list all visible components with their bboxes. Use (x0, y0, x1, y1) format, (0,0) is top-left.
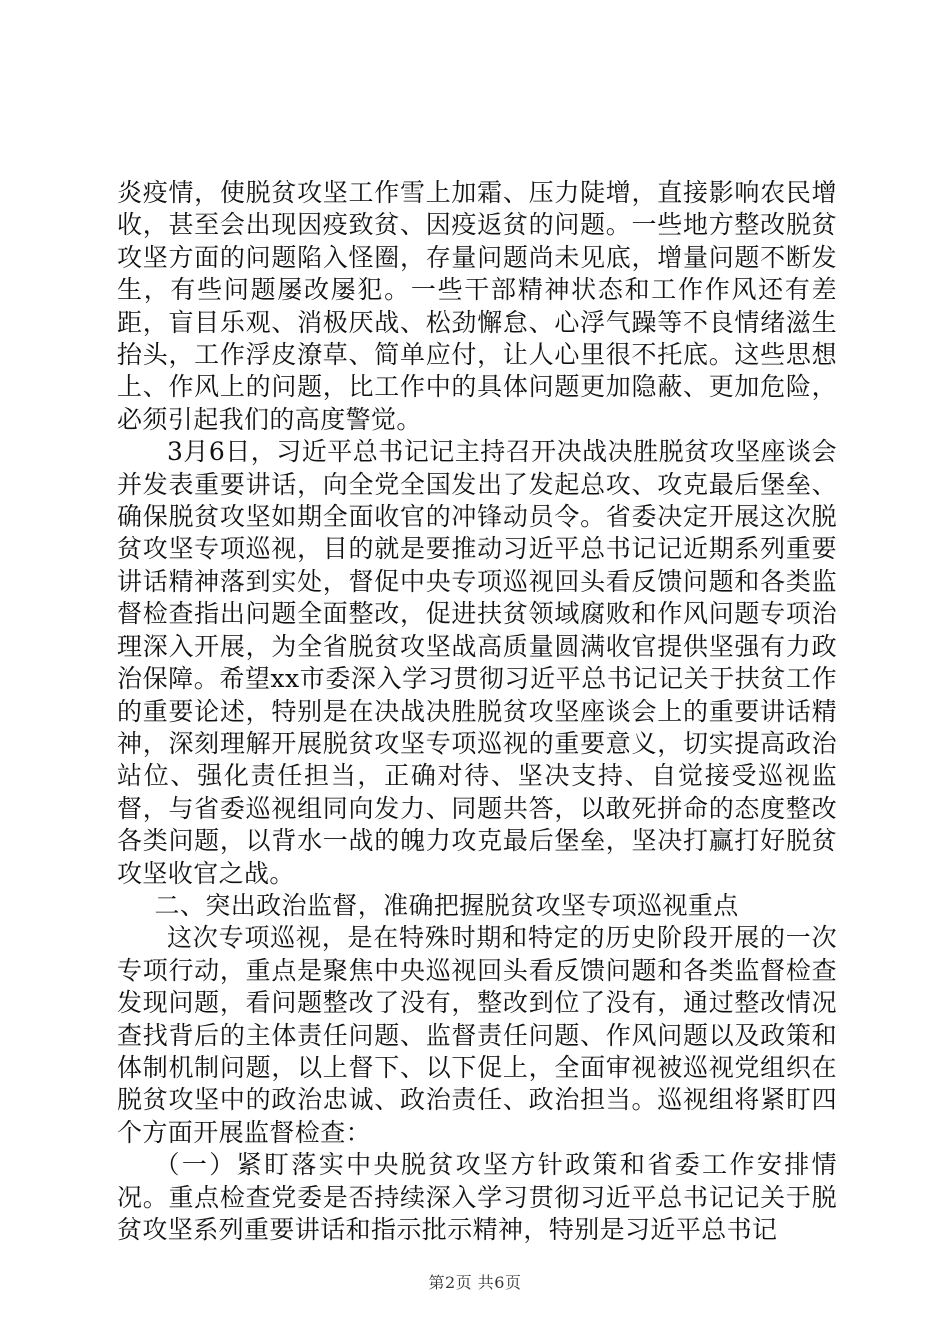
paragraph-speech: 3月6日，习近平总书记记主持召开决战决胜脱贫攻坚座谈会并发表重要讲话，向全党全国发出了发起总攻、攻克最后堡垒、确保脱贫攻坚如期全面收官的冲锋动员令。省委决定开展这次脱贫攻坚专项巡视，目的就是要推动习近平总书记记近期系列重要讲话精神落到实处，督促中央专项巡视回头看反馈问题和各类监督检查指出问题全面整改，促进扶贫领域腐败和作风问题专项治理深入开展，为全省脱贫攻坚战高质量圆满收官提供坚强有力政治保障。希望xx市委深入学习贯彻习近平总书记记关于扶贫工作的重要论述，特别是在决战决胜脱贫攻坚座谈会上的重要讲话精神，深刻理解开展脱贫攻坚专项巡视的重要意义，切实提高政治站位、强化责任担当，正确对待、坚决支持、自觉接受巡视监督，与省委巡视组同向发力、同题共答，以敢死拼命的态度整改各类问题，以背水一战的魄力攻克最后堡垒，坚决打赢打好脱贫攻坚收官之战。 (117, 437, 837, 888)
paragraph-item-one: （一）紧盯落实中央脱贫攻坚方针政策和省委工作安排情况。重点检查党委是否持续深入学习贯彻习近平总书记记关于脱贫攻坚系列重要讲话和指示批示精神，特别是习近平总书记 (117, 1150, 837, 1244)
paragraph-continuation: 炎疫情，使脱贫攻坚工作雪上加霜、压力陡增，直接影响农民增收，甚至会出现因疫致贫、因疫返贫的问题。一些地方整改脱贫攻坚方面的问题陷入怪圈，存量问题尚未见底，增量问题不断发生，有些问题屡改屡犯。一些干部精神状态和工作作风还有差距，盲目乐观、消极厌战、松劲懈怠、心浮气躁等不良情绪滋生抬头，工作浮皮潦草、简单应付，让人心里很不托底。这些思想上、作风上的问题，比工作中的具体问题更加隐蔽、更加危险，必须引起我们的高度警觉。 (117, 178, 837, 434)
page-footer: 第2页 共6页 (428, 1273, 522, 1292)
paragraph-inspection-focus: 这次专项巡视，是在特殊时期和特定的历史阶段开展的一次专项行动，重点是聚焦中央巡视回头看反馈问题和各类监督检查发现问题，看问题整改了没有，整改到位了没有，通过整改情况查找背后的主体责任问题、监督责任问题、作风问题以及政策和体制机制问题，以上督下、以下促上，全面审视被巡视党组织在脱贫攻坚中的政治忠诚、政治责任、政治担当。巡视组将紧盯四个方面开展监督检查： (117, 923, 837, 1147)
section-heading: 二、突出政治监督，准确把握脱贫攻坚专项巡视重点 (154, 890, 739, 920)
document-body (117, 177, 837, 1246)
